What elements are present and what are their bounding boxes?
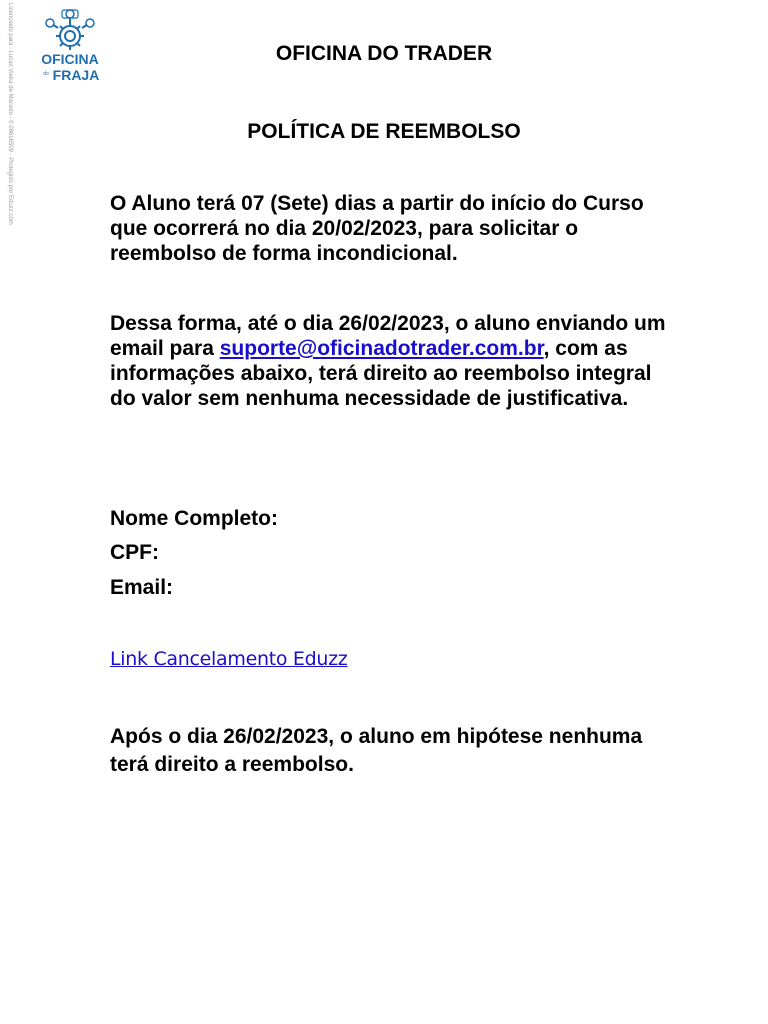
logo-small-1: do xyxy=(43,71,49,77)
field-email: Email: xyxy=(110,576,174,599)
post-deadline-paragraph: Após o dia 26/02/2023, o aluno em hipótese nenhuma terá direito a reembolso. xyxy=(110,725,643,776)
logo-text-bottom: FRAJA xyxy=(52,67,100,83)
cancel-eduzz-link[interactable]: Link Cancelamento Eduzz xyxy=(110,648,348,670)
vertical-watermark: Licenciado para - Lucas Vieira de Macedo - 0 08616509 - Protegido por Eduzz.com xyxy=(7,3,13,225)
field-full-name: Nome Completo: xyxy=(110,507,278,530)
brand-title: OFICINA DO TRADER xyxy=(275,42,493,65)
logo-text-top: OFICINA xyxy=(41,51,99,67)
refund-window-paragraph: O Aluno terá 07 (Sete) dias a partir do início do Curso que ocorrerá no dia 20/02/2023, para solicitar o reembolso de forma incondicional. xyxy=(110,192,644,265)
procedure-text-before: Dessa forma, até o dia 26/02/2023, o aluno enviando um email para xyxy=(110,312,666,360)
document-title: POLÍTICA DE REEMBOLSO xyxy=(247,120,521,143)
field-cpf: CPF: xyxy=(110,541,159,564)
refund-procedure-paragraph xyxy=(110,311,670,411)
procedure-text-after: , com as informações abaixo, terá direito ao reembolso integral do valor sem nenhuma necessidade de justificativa. xyxy=(110,337,652,410)
support-email-link[interactable]: suporte@oficinadotrader.com.br xyxy=(219,337,544,360)
